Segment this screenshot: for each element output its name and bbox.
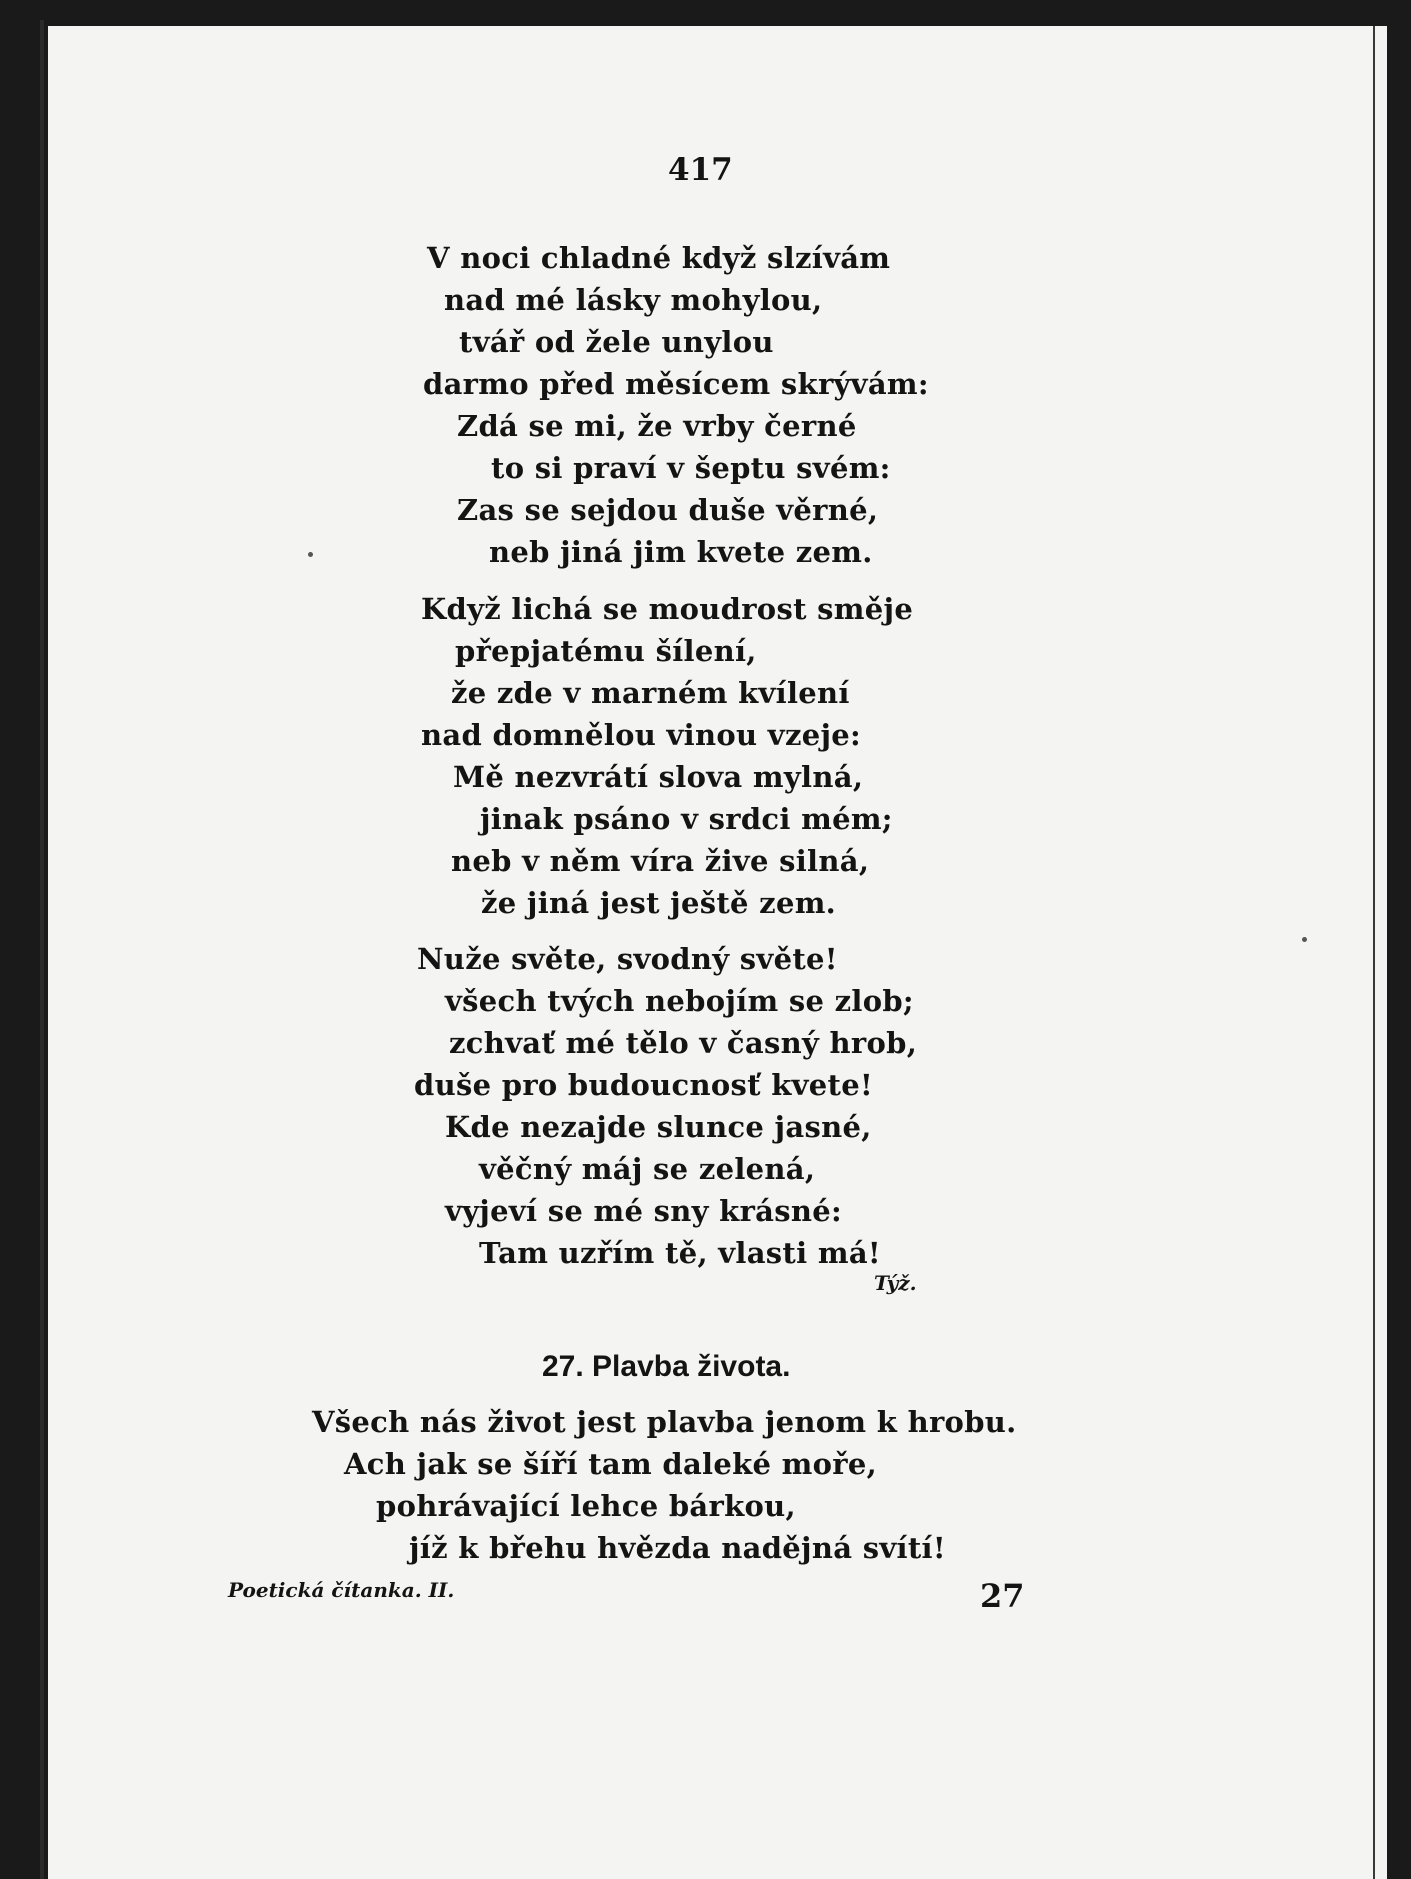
poem-line: Když lichá se moudrost směje: [421, 592, 914, 626]
poem-line: Nuže světe, svodný světe!: [417, 942, 838, 976]
speck: [1302, 937, 1307, 942]
poem-line: všech tvých nebojím se zlob;: [445, 984, 914, 1018]
section-heading: 27. Plavba života.: [542, 1350, 791, 1383]
poem-line: jinak psáno v srdci mém;: [480, 802, 893, 836]
right-scan-edge: [1387, 0, 1411, 1879]
speck: [308, 552, 313, 557]
footer-book-title: Poetická čítanka. II.: [228, 1578, 455, 1602]
poem-line: Všech nás život jest plavba jenom k hrobu.: [312, 1405, 1017, 1439]
attribution: Týž.: [874, 1271, 917, 1295]
poem-line: věčný máj se zelená,: [479, 1152, 816, 1186]
poem-line: tvář od žele unylou: [459, 325, 774, 359]
poem-line: pohrávající lehce bárkou,: [376, 1489, 796, 1523]
poem-line: nad mé lásky mohylou,: [444, 283, 823, 317]
poem-line: Zdá se mi, že vrby černé: [457, 409, 857, 443]
poem-line: neb jiná jim kvete zem.: [489, 535, 873, 569]
poem-line: jíž k břehu hvězda nadějná svítí!: [409, 1531, 946, 1565]
poem-line: přepjatému šílení,: [455, 634, 757, 668]
poem-line: neb v něm víra žive silná,: [451, 844, 870, 878]
poem-line: nad domnělou vinou vzeje:: [421, 718, 862, 752]
page-number: 417: [668, 152, 733, 188]
poem-line: Mě nezvrátí slova mylná,: [453, 760, 864, 794]
poem-line: darmo před měsícem skrývám:: [423, 367, 929, 401]
poem-line: Tam uzřím tě, vlasti má!: [479, 1236, 881, 1270]
poem-line: to si praví v šeptu svém:: [491, 451, 891, 485]
poem-line: že zde v marném kvílení: [451, 676, 850, 710]
poem-line: vyjeví se mé sny krásné:: [445, 1194, 843, 1228]
poem-line: Zas se sejdou duše věrné,: [457, 493, 879, 527]
poem-line: V noci chladné když slzívám: [427, 241, 891, 275]
poem-line: že jiná jest ještě zem.: [481, 886, 837, 920]
right-margin-rule: [1373, 26, 1375, 1879]
footer-signature-number: 27: [980, 1577, 1025, 1615]
binding-edge: [40, 20, 44, 1879]
poem-line: zchvať mé tělo v časný hrob,: [449, 1026, 918, 1060]
poem-line: Ach jak se šíří tam daleké moře,: [344, 1447, 878, 1481]
poem-line: Kde nezajde slunce jasné,: [445, 1110, 872, 1144]
poem-line: duše pro budoucnosť kvete!: [414, 1068, 873, 1102]
